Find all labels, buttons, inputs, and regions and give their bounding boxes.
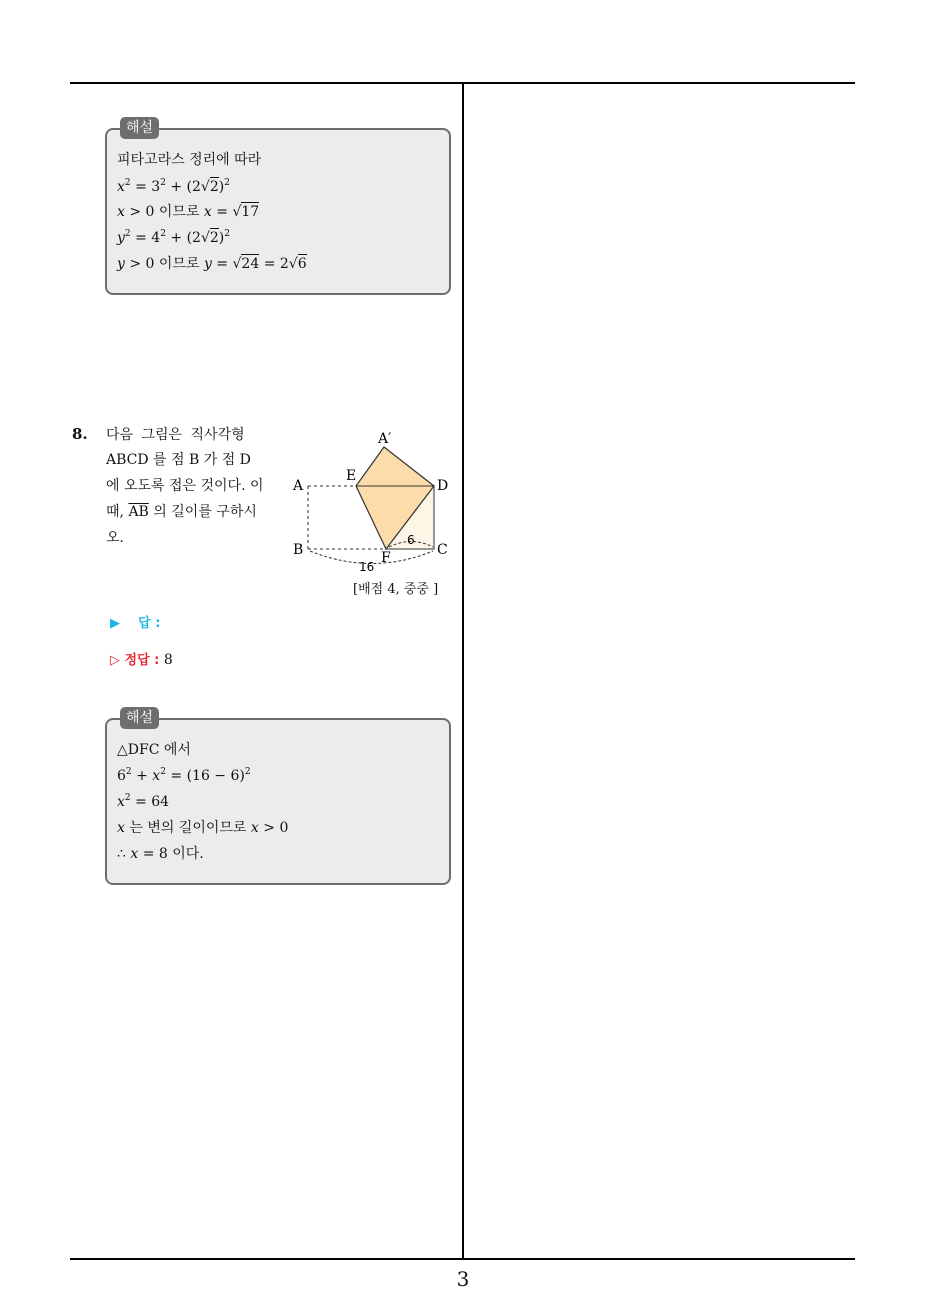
label-c: C — [437, 542, 448, 558]
solution2-line5: ∴ x = 8 이다. — [117, 846, 204, 862]
solution1-line1: 피타고라스 정리에 따라 — [117, 152, 262, 168]
question-line-4: 때, $\overline{AB}$ 의 길이를 구하시 — [106, 504, 257, 520]
outline-play-icon: ▷ — [110, 653, 120, 668]
label-length-fc: 6 — [407, 533, 415, 547]
points-label: [배점 4, 중중 ] — [353, 582, 439, 597]
answer-prompt: ▶ 답 : — [110, 616, 161, 631]
question-line-3: 에 오도록 접은 것이다. 이 — [106, 478, 264, 494]
solution-tab-1: 해설 — [120, 117, 159, 139]
column-divider — [462, 83, 464, 1259]
folded-rectangle-figure — [287, 426, 457, 576]
question-line-1: 다음 그림은 직사각형 — [106, 427, 245, 443]
page-number: 3 — [456, 1267, 470, 1291]
label-b: B — [293, 542, 304, 558]
solution2-line2: $6^2 + x^2 = (16 - 6)^2$ — [117, 767, 251, 784]
solution2-line3: $x^2 = 64$ — [117, 793, 170, 810]
solution2-line4: x 는 변의 길이이므로 x > 0 — [117, 820, 289, 836]
solution-tab-2: 해설 — [120, 707, 159, 729]
question-line-5: 오. — [106, 530, 124, 546]
label-length-bc: 16 — [359, 560, 375, 574]
solution1-line2: $x^2 = 3^2 + (2√2)^2$ — [117, 178, 230, 195]
solution1-line3: x > 0 이므로 x = √17 — [117, 204, 260, 220]
play-icon: ▶ — [110, 616, 120, 631]
correct-answer-value: 8 — [163, 652, 173, 668]
solution1-line5: y > 0 이므로 y = √24 = 2√6 — [117, 256, 307, 272]
bottom-rule — [70, 1258, 855, 1260]
solution2-line1: △DFC 에서 — [117, 742, 191, 758]
correct-answer: ▷ 정답 : 8 — [110, 652, 173, 668]
solution1-line4: $y^2 = 4^2 + (2√2)^2$ — [117, 229, 230, 246]
segment-ab: $\overline{AB}$ — [128, 504, 149, 520]
label-e: E — [346, 468, 357, 484]
label-a-prime: A′ — [378, 431, 392, 447]
label-d: D — [437, 478, 449, 494]
label-a: A — [293, 478, 304, 494]
question-line-2: ABCD 를 점 B 가 점 D — [106, 452, 251, 468]
question-number: 8. — [72, 425, 88, 443]
label-f: F — [381, 550, 391, 566]
